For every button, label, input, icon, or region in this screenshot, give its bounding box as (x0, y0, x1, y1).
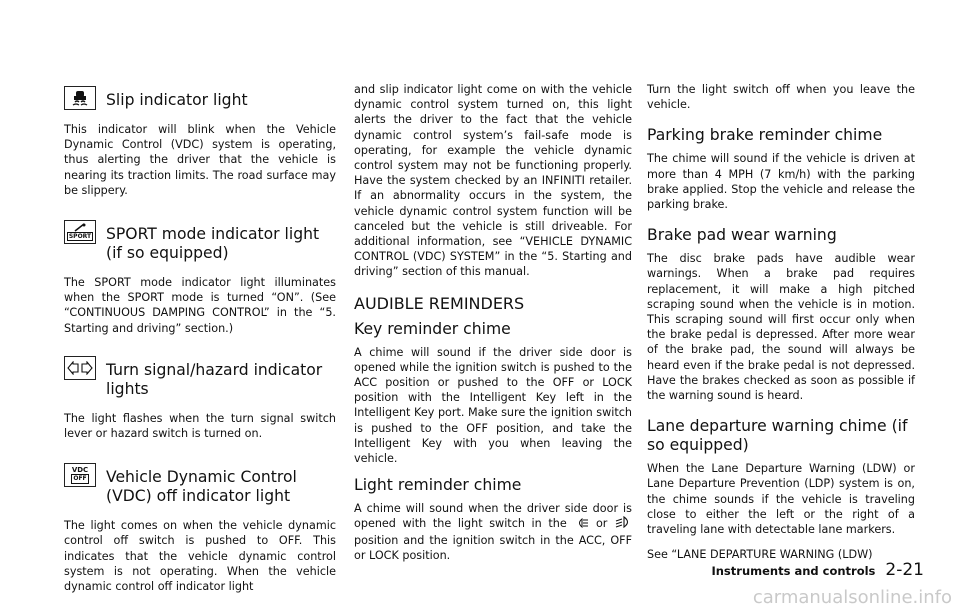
light-switch-body: Turn the light switch off when you leave the vehicle. (647, 83, 915, 112)
light-body-a: A chime will sound when the driver side door is opened with the light switch in the (354, 502, 632, 531)
slip-indicator-icon (64, 86, 96, 110)
sport-mode-icon (64, 220, 96, 244)
parking-brake-heading: Parking brake reminder chime (647, 126, 883, 145)
sport-mode-body: The SPORT mode indicator light illuminates when the SPORT mode is turned “ON”. (See “CONTINUOUS DAMPING CONTROL” in the “5. Starting and driving” section.) (64, 276, 336, 335)
brake-pad-body: The disc brake pads have audible wear warnings. When a brake pad requires replacement, it will make a high pitched scraping sound when the vehicle is in motion. This scraping sound will first occur only when the brake pedal is depressed. After more wear of the brake pad, the sound will always be heard even if the brake pedal is not depressed. Have the brakes checked as soon as possible if the warning sound is heard. (647, 252, 915, 403)
vdc-icon-top: VDC (71, 466, 89, 475)
audible-reminders-heading: AUDIBLE REMINDERS (354, 293, 525, 313)
vdc-off-heading (64, 463, 336, 506)
sport-mode-heading (64, 220, 336, 263)
brake-pad-heading: Brake pad wear warning (647, 226, 837, 245)
light-reminder-heading: Light reminder chime (354, 476, 522, 495)
light-body-b: position and the ignition switch in the ACC, OFF or LOCK position. (354, 533, 632, 562)
sport-mode-title: SPORT mode indicator light (if so equipped) (106, 225, 320, 263)
vdc-continued-body: and slip indicator light come on with the vehicle dynamic control system turned on, this light alerts the driver to the fact that the vehicle dynamic control system’s fail-safe mode is operating, for example the vehicle dynamic control system may not be functioning properly. Have the system checked by an INFINITI retailer. If an abnormality occurs in the system, the vehicle dynamic control system function will be canceled but the vehicle is still driveable. For additional information, see “VEHICLE DYNAMIC CONTROL (VDC) SYSTEM” in the “5. Starting and driving” section of this manual. (354, 83, 632, 279)
column-right (647, 82, 915, 572)
vdc-icon-bottom: OFF (73, 475, 87, 483)
vdc-off-body: The light comes on when the vehicle dynamic control off switch is pushed to OFF. This indicates that the vehicle dynamic control system is not operating. When the vehicle dynamic control off indicator light (64, 519, 336, 594)
footer-section: Instruments and controls (711, 564, 876, 578)
lane-departure-heading: Lane departure warning chime (if so equipped) (647, 417, 908, 455)
watermark: carmanualsonline.info (752, 587, 952, 608)
column-left (64, 82, 336, 604)
slip-indicator-heading (64, 86, 336, 110)
page-footer (711, 560, 924, 580)
light-or: or (595, 517, 608, 531)
slip-indicator-body: This indicator will blink when the Vehicle Dynamic Control (VDC) system is operating, thus alerting the driver that the vehicle is nearing its traction limits. The road surface may be slippery. (64, 123, 336, 197)
key-reminder-body: A chime will sound if the driver side door is opened while the ignition switch is pushed to the ACC position or pushed to the OFF or LOCK position with the Intelligent Key left in the Intelligent Key port. Make sure the ignition switch is pushed to the OFF position, and take the Intelligent Key with you when leaving the vehicle. (354, 345, 632, 466)
parking-brake-body: The chime will sound if the vehicle is driven at more than 4 MPH (7 km/h) with the parking brake applied. Stop the vehicle and release the parking brake. (647, 152, 915, 212)
turn-signal-title: Turn signal/hazard indicator lights (106, 360, 323, 398)
slip-indicator-title: Slip indicator light (106, 91, 248, 109)
turn-signal-heading (64, 356, 336, 399)
sport-icon-label: SPORT (68, 233, 92, 241)
key-reminder-heading: Key reminder chime (354, 319, 511, 338)
turn-signal-icon (64, 356, 96, 380)
see-ldw-text: See “LANE DEPARTURE WARNING (LDW) (647, 548, 873, 562)
headlight-icon (573, 517, 589, 532)
page-number: 2-21 (885, 560, 924, 580)
light-reminder-body (354, 501, 632, 563)
vdc-off-title: Vehicle Dynamic Control (VDC) off indicator light (106, 468, 297, 506)
low-beam-icon (614, 516, 632, 532)
lane-departure-body: When the Lane Departure Warning (LDW) or Lane Departure Prevention (LDP) system is on, the chime sounds if the vehicle is traveling close to either the left or the right of a traveling lane with detectable lane markers. (647, 462, 915, 537)
turn-signal-body: The light flashes when the turn signal switch lever or hazard switch is turned on. (64, 411, 336, 441)
vdc-off-icon (64, 463, 96, 487)
column-middle (354, 82, 632, 573)
